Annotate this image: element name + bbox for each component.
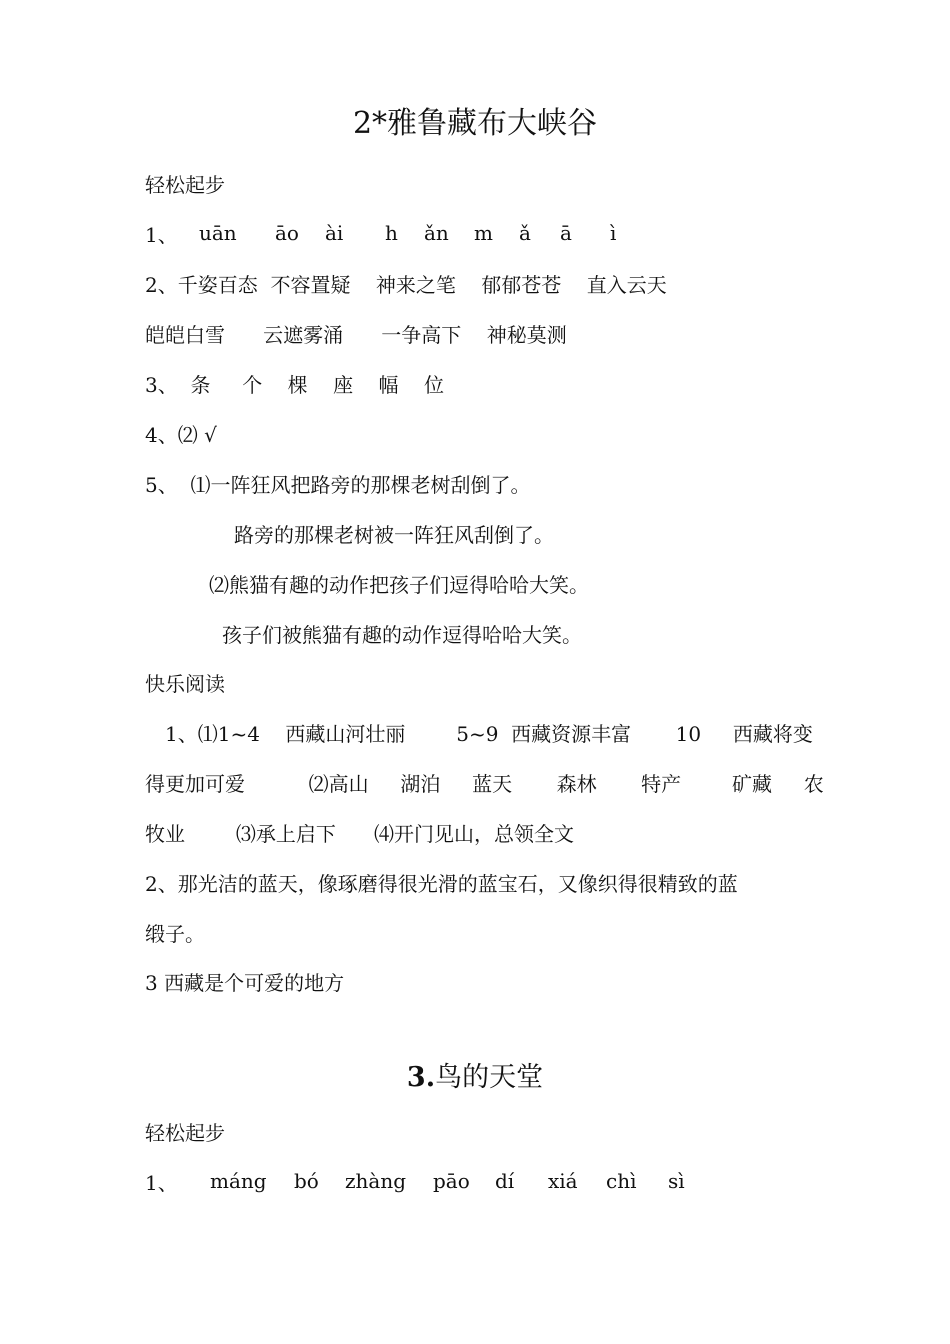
q2-line-1: 2、千姿百态 不容置疑 神来之笔 郁郁苍苍 直入云天 — [145, 273, 667, 297]
pinyin-item: uān — [199, 221, 237, 245]
pinyin-item: pāo — [433, 1169, 470, 1193]
reading-q1-line-3: 牧业 ⑶承上启下 ⑷开门见山，总领全文 — [145, 822, 575, 846]
heading-easy-start: 轻松起步 — [145, 173, 225, 197]
section-title-bird-paradise — [0, 1060, 950, 1096]
q4-line: 4、⑵ √ — [145, 423, 217, 447]
pinyin-item: ǎ — [519, 221, 531, 245]
q5-line-1: 5、 ⑴一阵狂风把路旁的那棵老树刮倒了。 — [145, 473, 531, 497]
q5-line-4: 孩子们被熊猫有趣的动作逗得哈哈大笑。 — [222, 623, 582, 647]
q5-line-2: 路旁的那棵老树被一阵狂风刮倒了。 — [234, 523, 554, 547]
q2-line-2: 皑皑白雪 云遮雾涌 一争高下 神秘莫测 — [145, 323, 567, 347]
pinyin-item: ǎn — [424, 221, 449, 245]
pinyin-item: ì — [610, 221, 617, 245]
pinyin-item: zhàng — [345, 1169, 407, 1193]
reading-q3-line: 3 西藏是个可爱的地方 — [145, 971, 345, 995]
q3-line: 3、 条 个 棵 座 幅 位 — [145, 373, 444, 397]
section-title-yarlung: 2*雅鲁藏布大峡谷 — [352, 106, 598, 141]
q1-number: 1、 — [145, 223, 178, 247]
section-title-number: 3. — [406, 1062, 436, 1093]
pinyin-item: m — [474, 221, 493, 245]
reading-q2-line-2: 缎子。 — [145, 922, 205, 946]
reading-q1-line-2: 得更加可爱 ⑵高山 湖泊 蓝天 森林 特产 矿藏 农 — [145, 772, 824, 796]
reading-q2-line-1: 2、那光洁的蓝天，像琢磨得很光滑的蓝宝石，又像织得很精致的蓝 — [145, 872, 738, 896]
pinyin-item: xiá — [548, 1169, 578, 1193]
pinyin-item: ài — [325, 221, 344, 245]
q1-number-2: 1、 — [145, 1171, 178, 1195]
pinyin-item: sì — [668, 1169, 685, 1193]
pinyin-item: máng — [210, 1169, 267, 1193]
q5-line-3: ⑵熊猫有趣的动作把孩子们逗得哈哈大笑。 — [209, 573, 589, 597]
pinyin-item: dí — [495, 1169, 515, 1193]
pinyin-item: chì — [606, 1169, 637, 1193]
section-title-text: 鸟的天堂 — [435, 1062, 544, 1093]
pinyin-item: āo — [275, 221, 299, 245]
pinyin-item: h — [385, 221, 398, 245]
heading-easy-start-2: 轻松起步 — [145, 1121, 225, 1145]
pinyin-item: bó — [294, 1169, 319, 1193]
pinyin-item: ā — [560, 221, 572, 245]
heading-happy-reading: 快乐阅读 — [145, 672, 225, 696]
reading-q1-line-1: 1、⑴1~4 西藏山河壮丽 5~9 西藏资源丰富 10 西藏将变 — [165, 722, 813, 746]
